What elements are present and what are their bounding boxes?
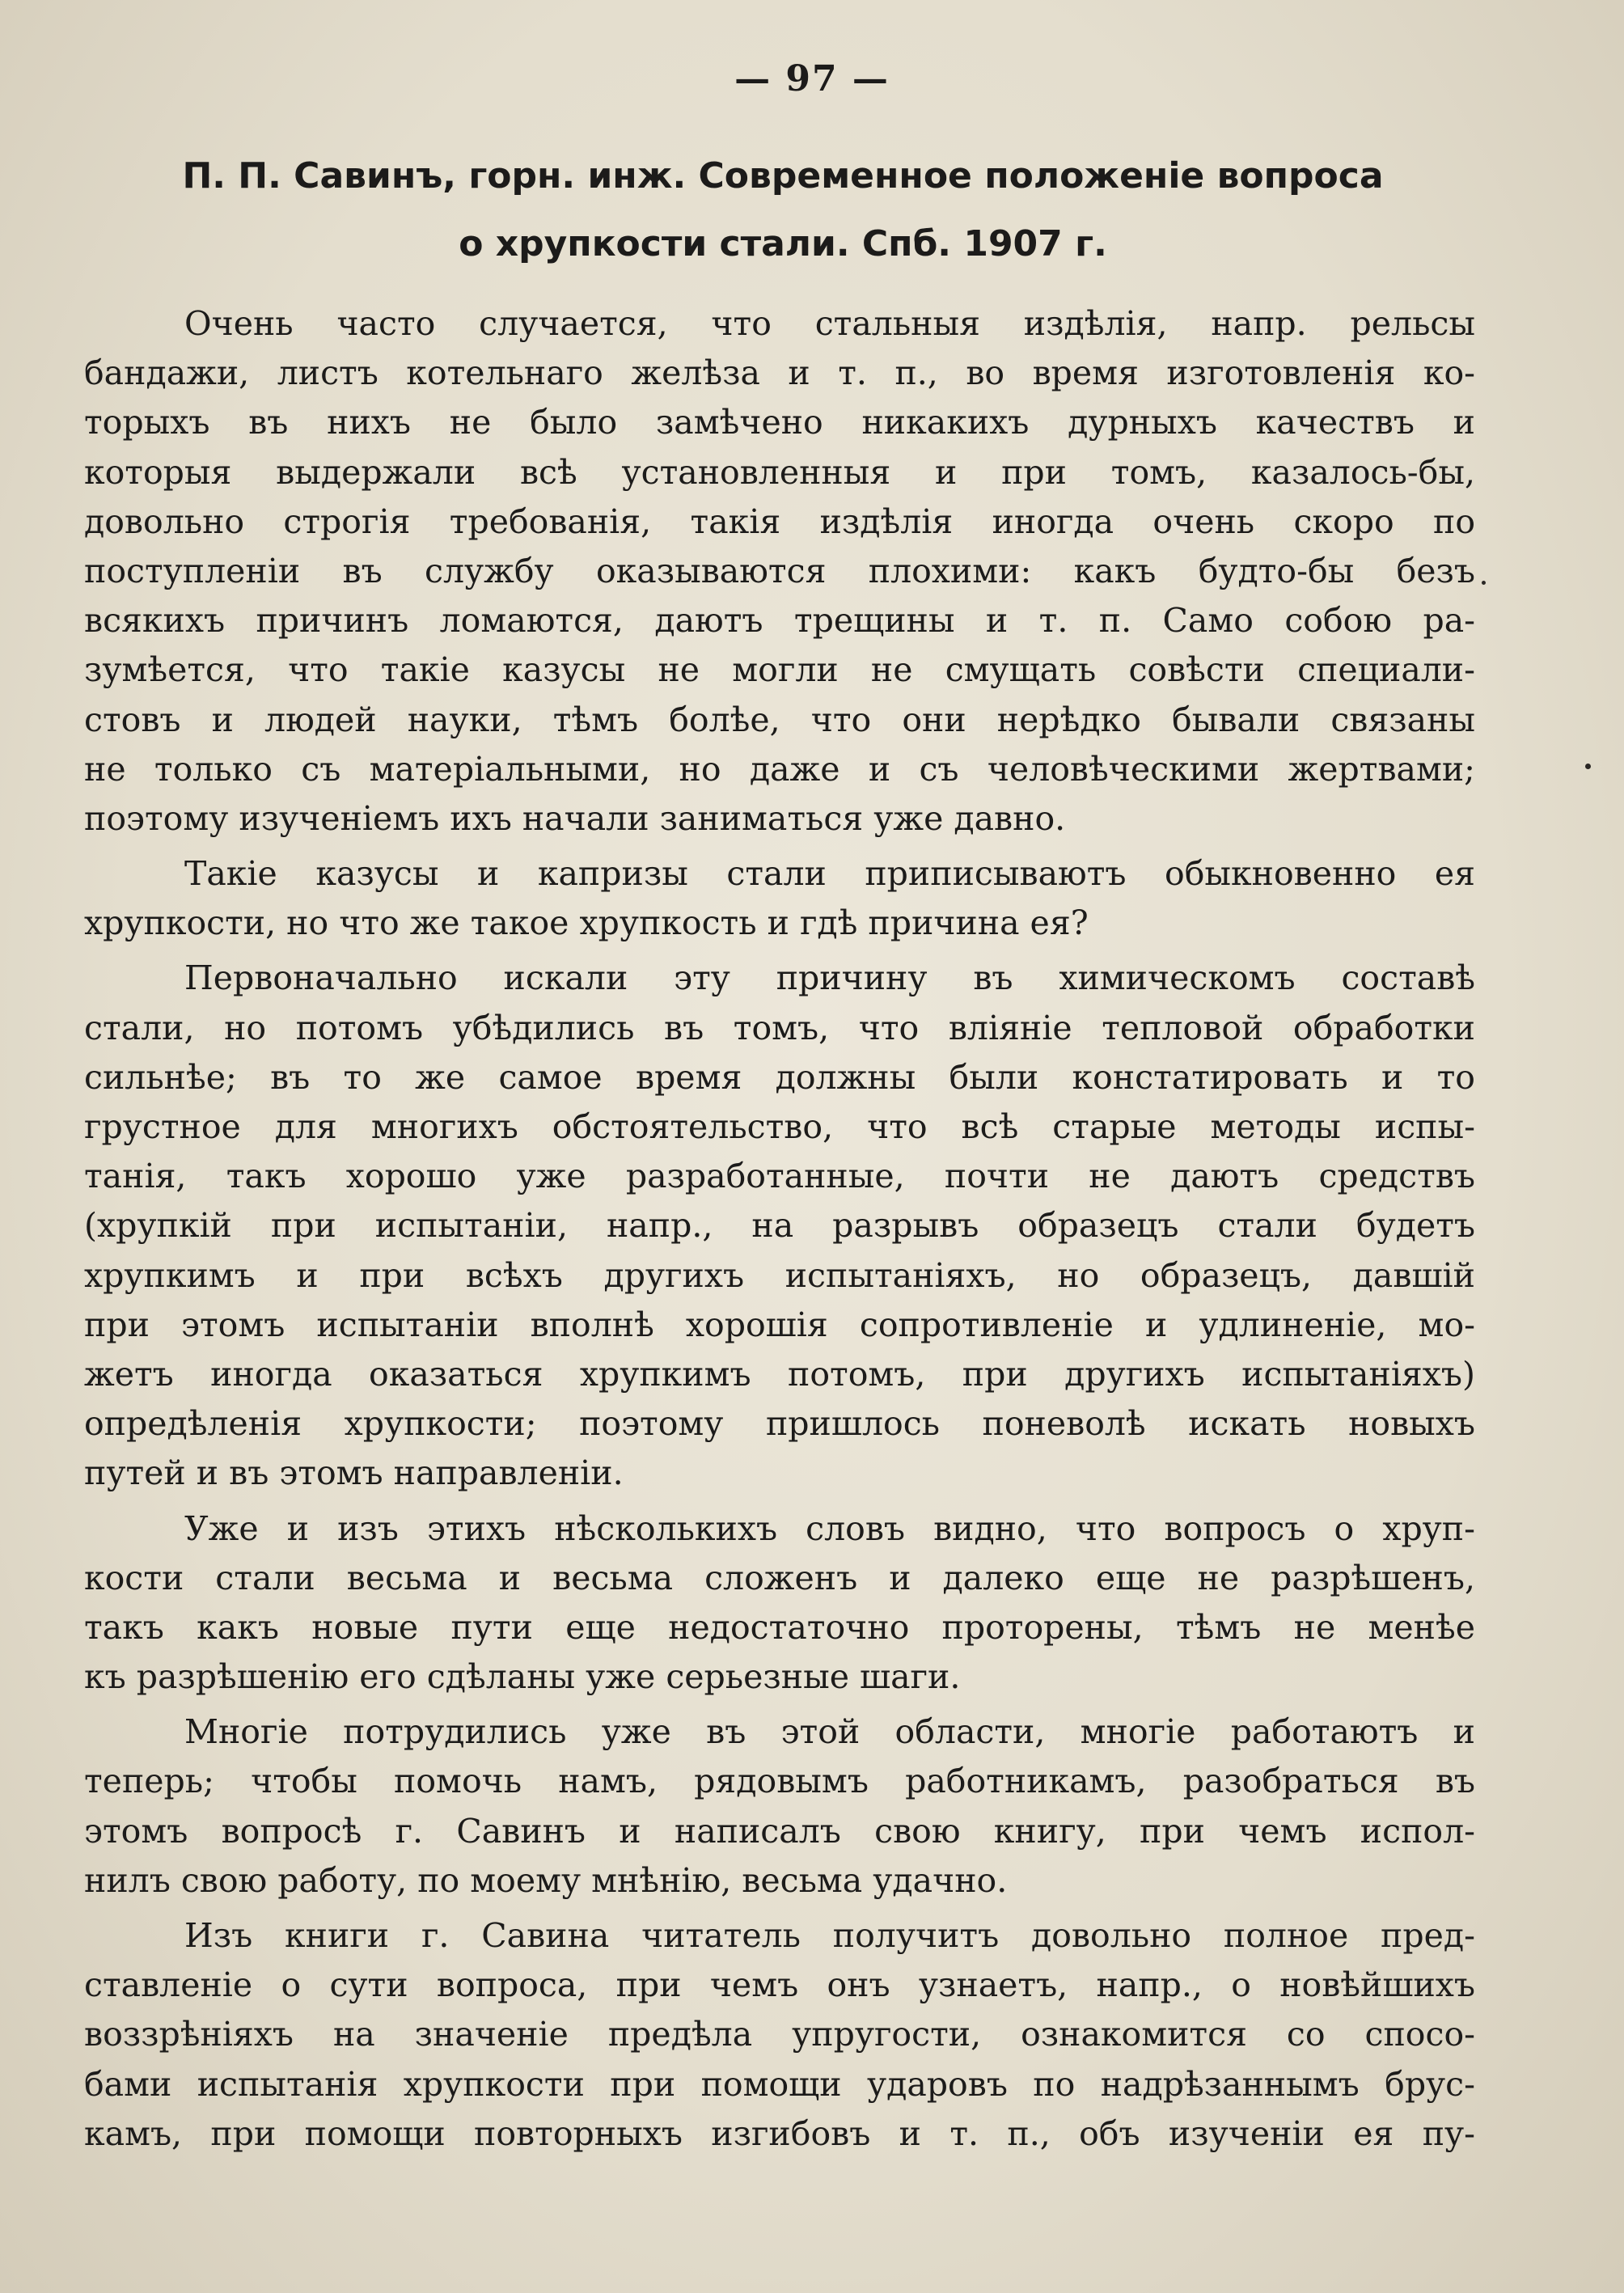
text-line: путей и въ этомъ направленіи. [84,1453,624,1493]
page-number: — 97 — [734,58,890,99]
text-line: не только съ матеріальными, но даже и съ человѣческими жертвами; [84,749,1475,789]
text-line: камъ, при помощи повторныхъ изгибовъ и т. п., объ изученіи ея пу- [84,2113,1475,2153]
text-line: поэтому изученіемъ ихъ начали заниматься уже давно. [84,798,1066,838]
paragraph-5 [84,1707,1475,1906]
text-line: хрупкости, но что же такое хрупкость и гдѣ причина ея? [84,903,1089,943]
text-line: воззрѣніяхъ на значеніе предѣла упругости, ознакомится со спосо- [84,2015,1475,2054]
text-line: торыхъ въ нихъ не было замѣчено никакихъ дурныхъ качествъ и [84,403,1475,442]
text-line: грустное для многихъ обстоятельство, что всѣ старые методы испы- [84,1107,1475,1146]
text-line: опредѣленія хрупкости; поэтому пришлось поневолѣ искать новыхъ [84,1404,1475,1444]
text-line: Такіе казусы и капризы стали приписываютъ обыкновенно ея [184,854,1475,894]
title-line-1: П. П. Савинъ, горн. инж. Современное положеніе вопроса [182,155,1384,197]
paper-speck [1585,764,1591,769]
paragraph-4 [84,1504,1475,1703]
paper-speck [1482,581,1486,585]
review-title [87,142,1478,278]
title-line-2: о хрупкости стали. Спб. 1907 г. [459,223,1107,264]
text-line: при этомъ испытаніи вполнѣ хорошія сопротивленіе и удлиненіе, мо- [84,1305,1475,1344]
text-line: этомъ вопросѣ г. Савинъ и написалъ свою книгу, при чемъ испол- [84,1811,1475,1851]
text-line: Многіе потрудились уже въ этой области, многіе работаютъ и [184,1712,1475,1752]
paragraph-6 [84,1911,1475,2159]
text-line: кости стали весьма и весьма сложенъ и далеко еще не разрѣшенъ, [84,1558,1475,1597]
text-line: бами испытанія хрупкости при помощи ударовъ по надрѣзаннымъ брус- [84,2064,1475,2104]
paragraph-1 [84,299,1475,844]
text-line: бандажи, листъ котельнаго желѣза и т. п., во время изготовленія ко- [84,353,1475,393]
text-line: Первоначально искали эту причину въ химическомъ составѣ [184,958,1475,998]
text-line: сильнѣе; въ то же самое время должны были констатировать и то [84,1057,1475,1097]
text-line: Уже и изъ этихъ нѣсколькихъ словъ видно, что вопросъ о хруп- [184,1508,1475,1548]
text-line: которыя выдержали всѣ установленныя и при томъ, казалось-бы, [84,452,1475,492]
text-line: поступленіи въ службу оказываются плохими: какъ будто-бы безъ [84,551,1475,590]
text-line: стовъ и людей науки, тѣмъ болѣе, что они нерѣдко бывали связаны [84,700,1475,739]
text-line: такъ какъ новые пути еще недостаточно проторены, тѣмъ не менѣе [84,1607,1475,1647]
text-line: всякихъ причинъ ломаются, даютъ трещины и т. п. Само собою ра- [84,601,1475,641]
review-body [84,299,1475,2159]
paragraph-2 [84,849,1475,948]
text-line: хрупкимъ и при всѣхъ другихъ испытаніяхъ, но образецъ, давшій [84,1255,1475,1295]
text-line: жетъ иногда оказаться хрупкимъ потомъ, при другихъ испытаніяхъ) [84,1354,1475,1394]
text-line: къ разрѣшенію его сдѣланы уже серьезные шаги. [84,1657,961,1697]
text-line: стали, но потомъ убѣдились въ томъ, что вліяніе тепловой обработки [84,1008,1475,1047]
text-line: ставленіе о сути вопроса, при чемъ онъ узнаетъ, напр., о новѣйшихъ [84,1965,1475,2005]
text-line: Очень часто случается, что стальныя издѣлія, напр. рельсы [184,304,1475,343]
text-line: довольно строгія требованія, такія издѣлія иногда очень скоро по [84,501,1475,541]
text-line: нилъ свою работу, по моему мнѣнію, весьма удачно. [84,1860,1008,1900]
text-line: теперь; чтобы помочь намъ, рядовымъ работникамъ, разобраться въ [84,1762,1475,1801]
text-line: танія, такъ хорошо уже разработанные, почти не даютъ средствъ [84,1157,1475,1196]
text-line: зумѣется, что такіе казусы не могли не смущать совѣсти специали- [84,650,1475,690]
text-line: Изъ книги г. Савина читатель получитъ довольно полное пред- [184,1916,1475,1955]
paragraph-3 [84,954,1475,1498]
text-line: (хрупкій при испытаніи, напр., на разрывъ образецъ стали будетъ [84,1206,1475,1246]
